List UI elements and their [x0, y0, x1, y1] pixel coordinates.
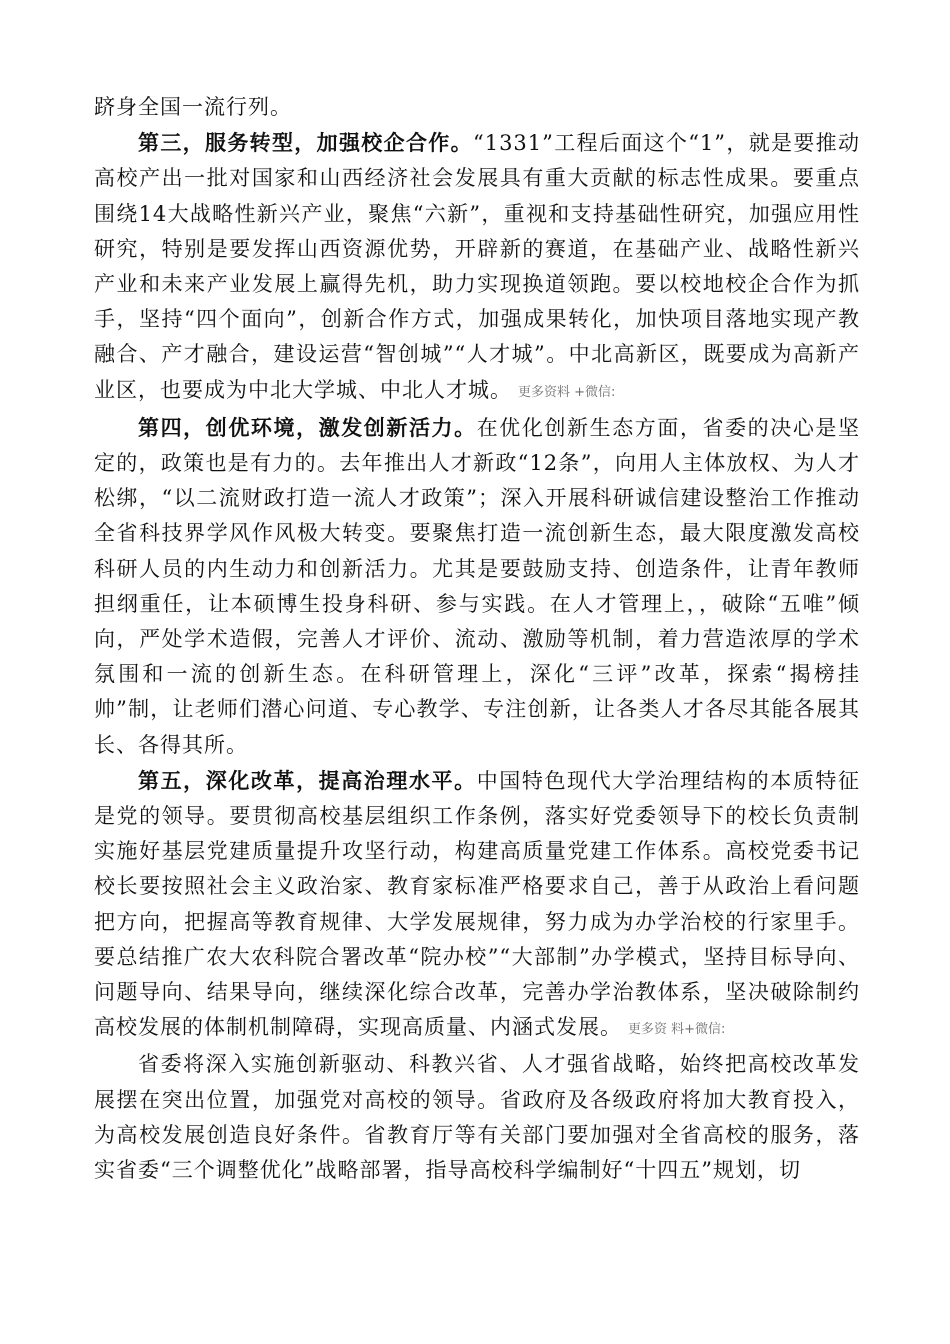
paragraph-text: 在优化创新生态方面，省委的决心是坚定的，政策也是有力的。去年推出人才新政“12条”，向用人主体放权、为人才松绑，“以二流财政打造一流人才政策”；深入开展科研诚信建设整治工作推动全省科技界学风作风极大转变。要聚焦打造一流创新生态，最大限度激发高校科研人员的内生动力和创新活力。尤其是要鼓励支持、创造条件，让青年教师担纲重任，让本硕博生投身科研、参与实践。在人才管理上，，破除“五唯”倾向，严处学术造假，完善人才评价、流动、激励等机制，着力营造浓厚的学术氛围和一流的创新生态。在科研管理上，深化“三评”改革，探索“揭榜挂帅”制，让老师们潜心问道、专心教学、专注创新，让各类人才各尽其能各展其长、各得其所。 — [94, 415, 861, 757]
paragraph-text: 中国特色现代大学治理结构的本质特征是党的领导。要贯彻高校基层组织工作条例，落实好党委领导下的校长负责制实施好基层党建质量提升攻坚行动，构建高质量党建工作体系。高校党委书记校长要按照社会主义政治家、教育家标准严格要求自己，善于从政治上看问题把方向，把握高等教育规律、大学发展规律，努力成为办学治校的行家里手。要总结推广农大农科院合署改革“院办校”“大部制”办学模式，坚持目标导向、问题导向、结果导向，继续深化综合改革，完善办学治教体系，坚决破除制约高校发展的体制机制障碍，实现高质量、内涵式发展。 — [94, 768, 861, 1040]
paragraph-conclusion — [94, 1047, 860, 1188]
paragraph-continuation — [94, 90, 860, 125]
paragraph-heading: 第三，服务转型，加强校企合作。 — [138, 130, 473, 156]
document-page — [94, 90, 860, 1188]
paragraph-text: 跻身全国一流行列。 — [94, 95, 292, 119]
paragraph-third-point — [94, 125, 860, 410]
watermark-text: 更多资 料+微信: — [628, 1022, 726, 1038]
paragraph-fourth-point — [94, 410, 860, 763]
paragraph-text: 省委将深入实施创新驱动、科教兴省、人才强省战略，始终把高校改革发展摆在突出位置，加强党对高校的领导。省政府及各级政府将加大教育投入，为高校发展创造良好条件。省教育厅等有关部门要加强对全省高校的服务，落实省委“三个调整优化”战略部署，指导高校科学编制好“十四五”规划，切 — [94, 1052, 860, 1183]
paragraph-heading: 第四，创优环境，激发创新活力。 — [138, 414, 477, 440]
watermark-text: 更多资料 +微信: — [518, 384, 616, 400]
paragraph-heading: 第五，深化改革，提高治理水平。 — [138, 767, 477, 793]
paragraph-text: “1331”工程后面这个“1”，就是要推动高校产出一批对国家和山西经济社会发展具有重大贡献的标志性成果。要重点围绕14大战略性新兴产业，聚焦“六新”，重视和支持基础性研究，加强应用性研究，特别是要发挥山西资源优势，开辟新的赛道，在基础产业、战略性新兴产业和未来产业发展上赢得先机，助力实现换道领跑。要以校地校企合作为抓手，坚持“四个面向”，创新合作方式，加强成果转化，加快项目落地实现产教融合、产才融合，建设运营“智创城”“人才城”。中北高新区，既要成为高新产业区，也要成为中北大学城、中北人才城。 — [94, 131, 861, 402]
paragraph-fifth-point — [94, 763, 860, 1048]
